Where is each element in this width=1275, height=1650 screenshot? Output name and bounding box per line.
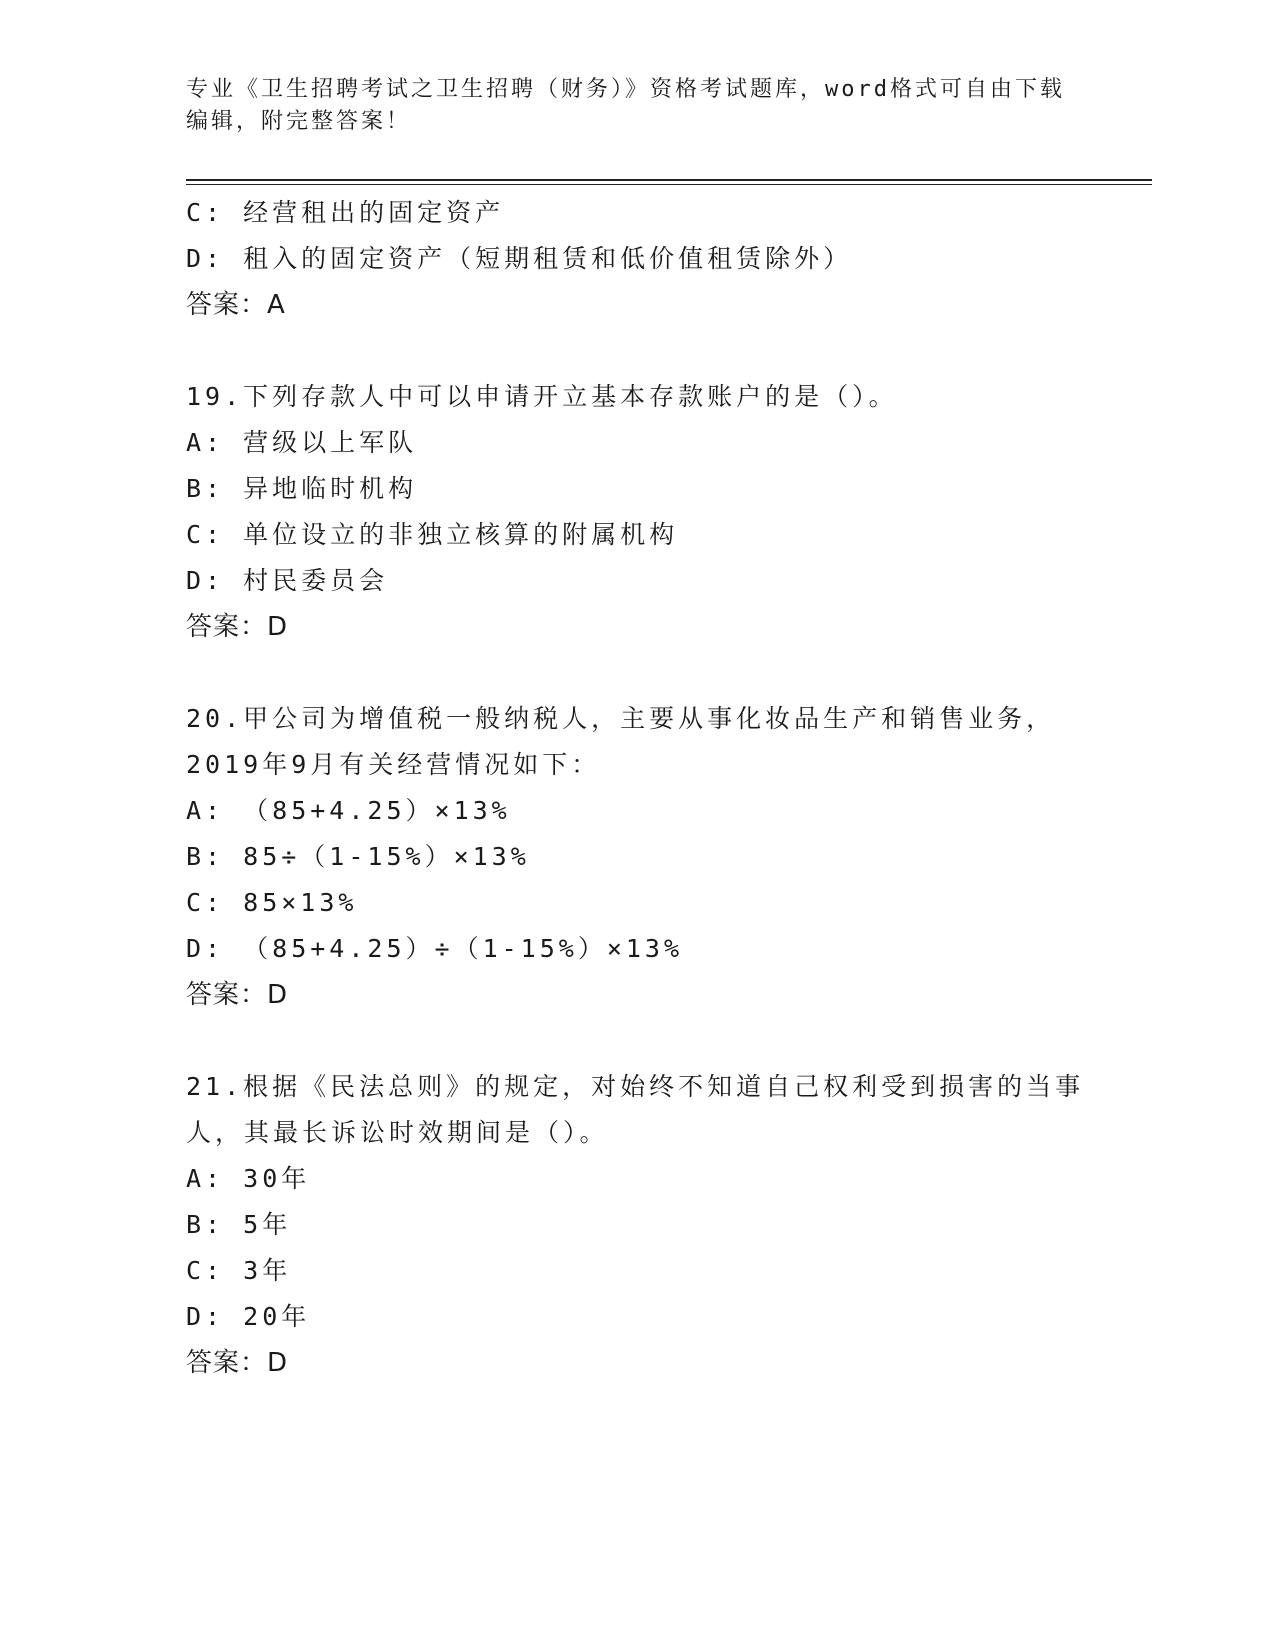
option-b: B: 5年 <box>186 1210 292 1239</box>
question-19 <box>186 374 1136 650</box>
option-c: C: 单位设立的非独立核算的附属机构 <box>186 520 679 549</box>
option-b: B: 异地临时机构 <box>186 474 418 503</box>
option-c: C: 经营租出的固定资产 <box>186 198 505 227</box>
question-21 <box>186 1064 1136 1386</box>
question-text-line-2: 2019年9月有关经营情况如下： <box>186 750 601 779</box>
question-20 <box>186 696 1136 1018</box>
spacer <box>186 1018 1136 1064</box>
option-a: A: （85+4.25）×13% <box>186 796 511 825</box>
answer-line: 答案：A <box>186 290 286 320</box>
answer-line: 答案：D <box>186 612 289 642</box>
option-c: C: 85×13% <box>186 888 358 917</box>
previous-question-tail <box>186 190 1136 328</box>
question-text-line-2: 人，其最长诉讼时效期间是（）。 <box>186 1118 609 1147</box>
header-divider-thick <box>186 179 1152 181</box>
question-text: 19.下列存款人中可以申请开立基本存款账户的是（）。 <box>186 382 898 411</box>
option-b: B: 85÷（1-15%）×13% <box>186 842 530 871</box>
option-a: A: 30年 <box>186 1164 311 1193</box>
header-line-1: 专业《卫生招聘考试之卫生招聘（财务）》资格考试题库，word格式可自由下载 <box>186 77 1065 102</box>
option-a: A: 营级以上军队 <box>186 428 418 457</box>
answer-line: 答案：D <box>186 980 289 1010</box>
option-d: D: （85+4.25）÷（1-15%）×13% <box>186 934 684 963</box>
question-content <box>186 190 1136 1386</box>
question-text-line-1: 21.根据《民法总则》的规定，对始终不知道自己权利受到损害的当事 <box>186 1072 1085 1101</box>
spacer <box>186 650 1136 696</box>
option-d: D: 20年 <box>186 1302 311 1331</box>
question-text-line-1: 20.甲公司为增值税一般纳税人，主要从事化妆品生产和销售业务， <box>186 704 1056 733</box>
header-line-2: 编辑，附完整答案！ <box>186 109 412 134</box>
header-divider-thin <box>186 184 1152 185</box>
option-c: C: 3年 <box>186 1256 292 1285</box>
option-d: D: 租入的固定资产（短期租赁和低价值租赁除外） <box>186 244 853 273</box>
option-d: D: 村民委员会 <box>186 566 389 595</box>
spacer <box>186 328 1136 374</box>
document-header <box>186 74 1086 138</box>
answer-line: 答案：D <box>186 1348 289 1378</box>
